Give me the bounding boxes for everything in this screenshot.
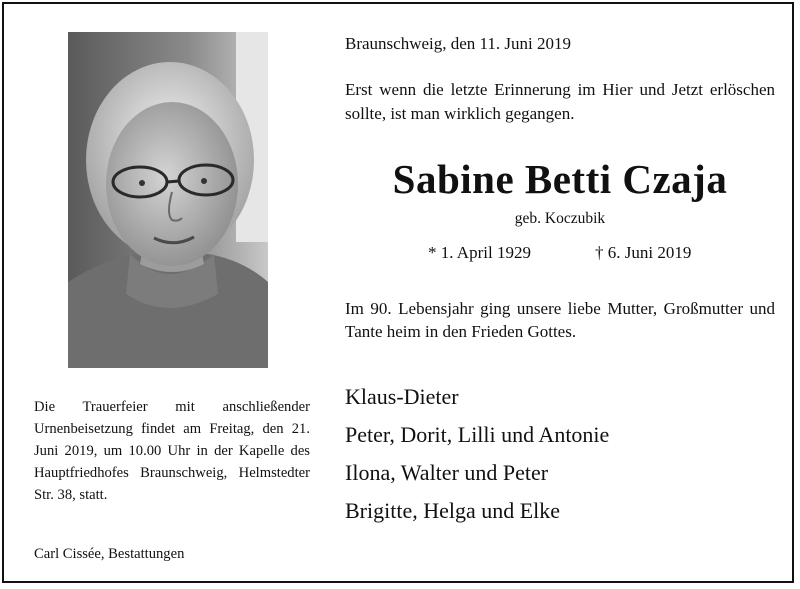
undertaker-credit: Carl Cissée, Bestattungen <box>34 546 185 562</box>
mourner-line: Klaus-Dieter <box>345 384 459 409</box>
obituary-frame <box>2 2 794 583</box>
deceased-name: Sabine Betti Czaja <box>392 156 728 202</box>
death-date: † 6. Juni 2019 <box>595 243 692 262</box>
mourner-line: Peter, Dorit, Lilli und Antonie <box>345 422 610 447</box>
portrait-photo <box>68 32 268 368</box>
mourner-line: Ilona, Walter und Peter <box>345 460 549 485</box>
birth-date: * 1. April 1929 <box>428 243 531 262</box>
quote: Erst wenn die letzte Erinnerung im Hier und Jetzt erlöschen sollte, ist man wirklich gegangen. <box>345 80 775 123</box>
funeral-notice <box>34 396 310 506</box>
mourner-line: Brigitte, Helga und Elke <box>345 498 561 523</box>
date-line: Braunschweig, den 11. Juni 2019 <box>345 34 572 53</box>
maiden-name: geb. Koczubik <box>514 210 606 227</box>
funeral-notice-text: Die Trauerfeier mit anschließender Urnenbeisetzung findet am Freitag, den 21. Juni 2019, um 10.00 Uhr in der Kapelle des Hauptfriedhofes Braunschweig, Helmstedter Str. 38, statt. <box>34 399 310 503</box>
obituary-message: Im 90. Lebensjahr ging unsere liebe Mutter, Großmutter und Tante heim in den Frieden Gottes. <box>345 299 775 341</box>
mourners-list <box>345 378 609 530</box>
